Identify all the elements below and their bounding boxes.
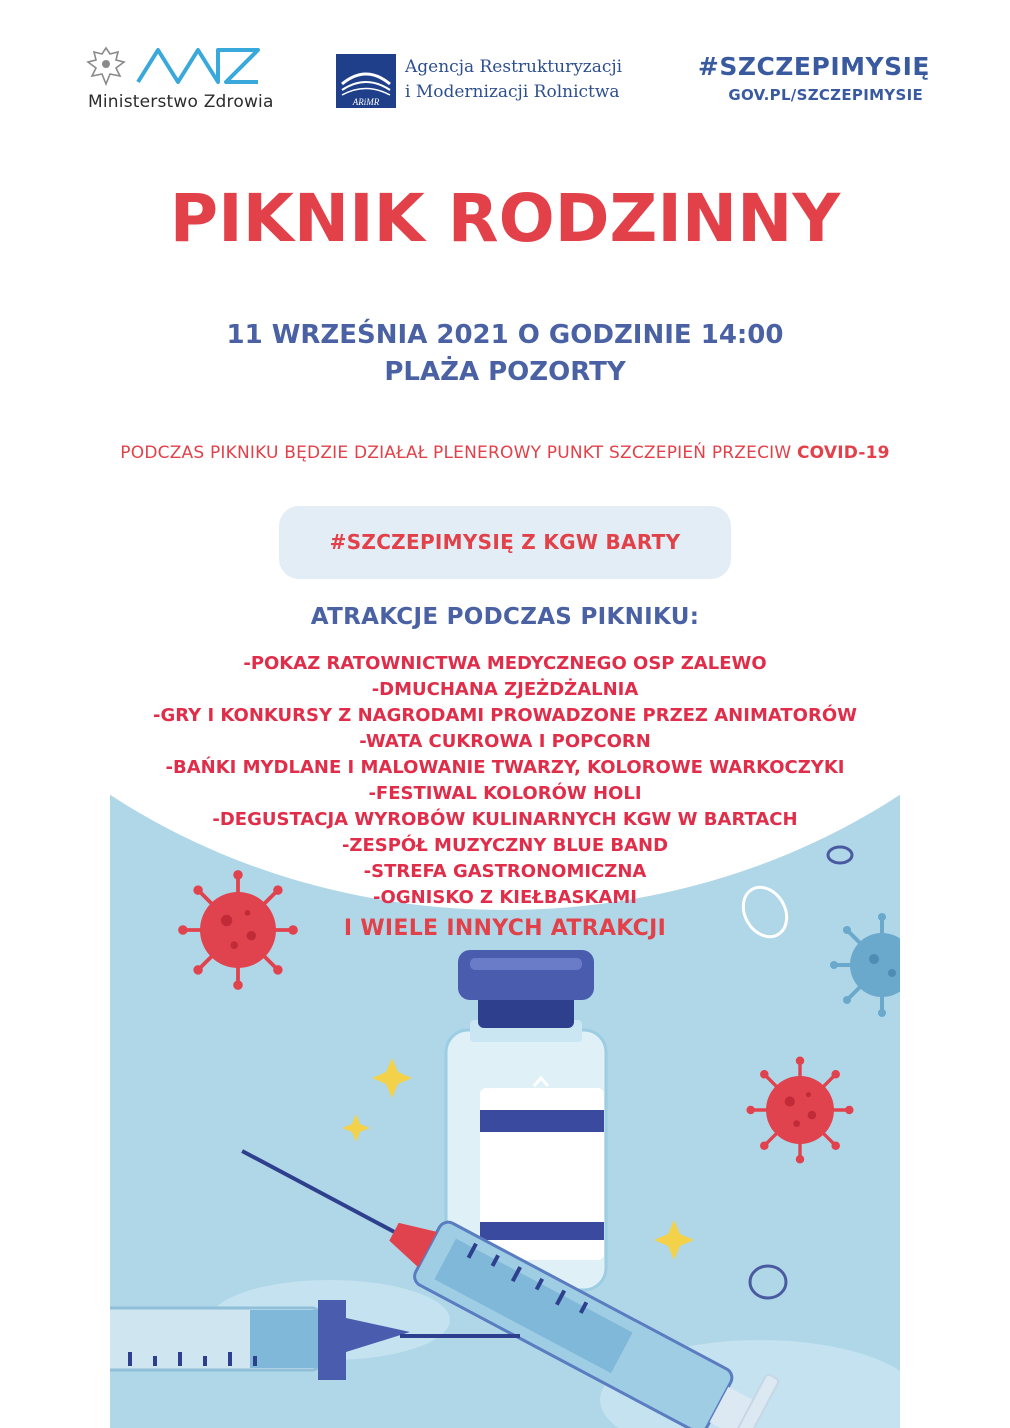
attraction-item: -DMUCHANA ZJEŻDŻALNIA: [371, 679, 639, 700]
mz-logo-icon: [136, 44, 264, 86]
notice-covid: COVID-19: [796, 443, 890, 463]
arimr-line-2: i Modernizacji Rolnictwa: [405, 82, 620, 102]
attraction-item: -POKAZ RATOWNICTWA MEDYCZNEGO OSP ZALEWO: [243, 653, 767, 674]
more-attractions: I WIELE INNYCH ATRAKCJI: [343, 916, 667, 941]
campaign-hashtag: #SZCZEPIMYSIĘ: [697, 52, 930, 81]
attraction-item: -WATA CUKROWA I POPCORN: [359, 731, 651, 752]
attraction-item: -STREFA GASTRONOMICZNA: [363, 861, 647, 882]
mz-label: Ministerstwo Zdrowia: [88, 92, 274, 112]
arimr-badge: ARiMR: [352, 97, 380, 107]
attraction-item: -BAŃKI MYDLANE I MALOWANIE TWARZY, KOLOROWE WARKOCZYKI: [165, 757, 845, 778]
attraction-item: -FESTIWAL KOLORÓW HOLI: [368, 783, 642, 804]
vaccination-notice: [0, 443, 1010, 463]
attraction-item: -DEGUSTACJA WYROBÓW KULINARNYCH KGW W BARTACH: [212, 809, 798, 830]
arimr-logo-icon: [336, 54, 396, 108]
notice-text: PODCZAS PIKNIKU BĘDZIE DZIAŁAŁ PLENEROWY PUNKT SZCZEPIEŃ PRZECIW: [120, 443, 797, 463]
hashtag-pill: [279, 506, 731, 579]
pill-text: #SZCZEPIMYSIĘ Z KGW BARTY: [329, 530, 681, 554]
event-date: 11 WRZEŚNIA 2021 O GODZINIE 14:00: [226, 320, 784, 350]
eagle-emblem-icon: [86, 44, 126, 88]
event-place: PLAŻA POZORTY: [384, 357, 626, 387]
attraction-item: -OGNISKO Z KIEŁBASKAMI: [373, 887, 637, 908]
campaign-link[interactable]: GOV.PL/SZCZEPIMYSIE: [728, 86, 923, 104]
header-logos: [0, 0, 1010, 130]
attractions-heading: ATRAKCJE PODCZAS PIKNIKU:: [310, 604, 700, 630]
attraction-item: -GRY I KONKURSY Z NAGRODAMI PROWADZONE PRZEZ ANIMATORÓW: [153, 705, 857, 726]
event-title: PIKNIK RODZINNY: [169, 180, 841, 257]
arimr-name: [405, 55, 622, 105]
arimr-line-1: Agencja Restrukturyzacji: [405, 57, 623, 77]
attraction-item: -ZESPÓŁ MUZYCZNY BLUE BAND: [341, 835, 669, 856]
attractions-list: [0, 651, 1010, 911]
